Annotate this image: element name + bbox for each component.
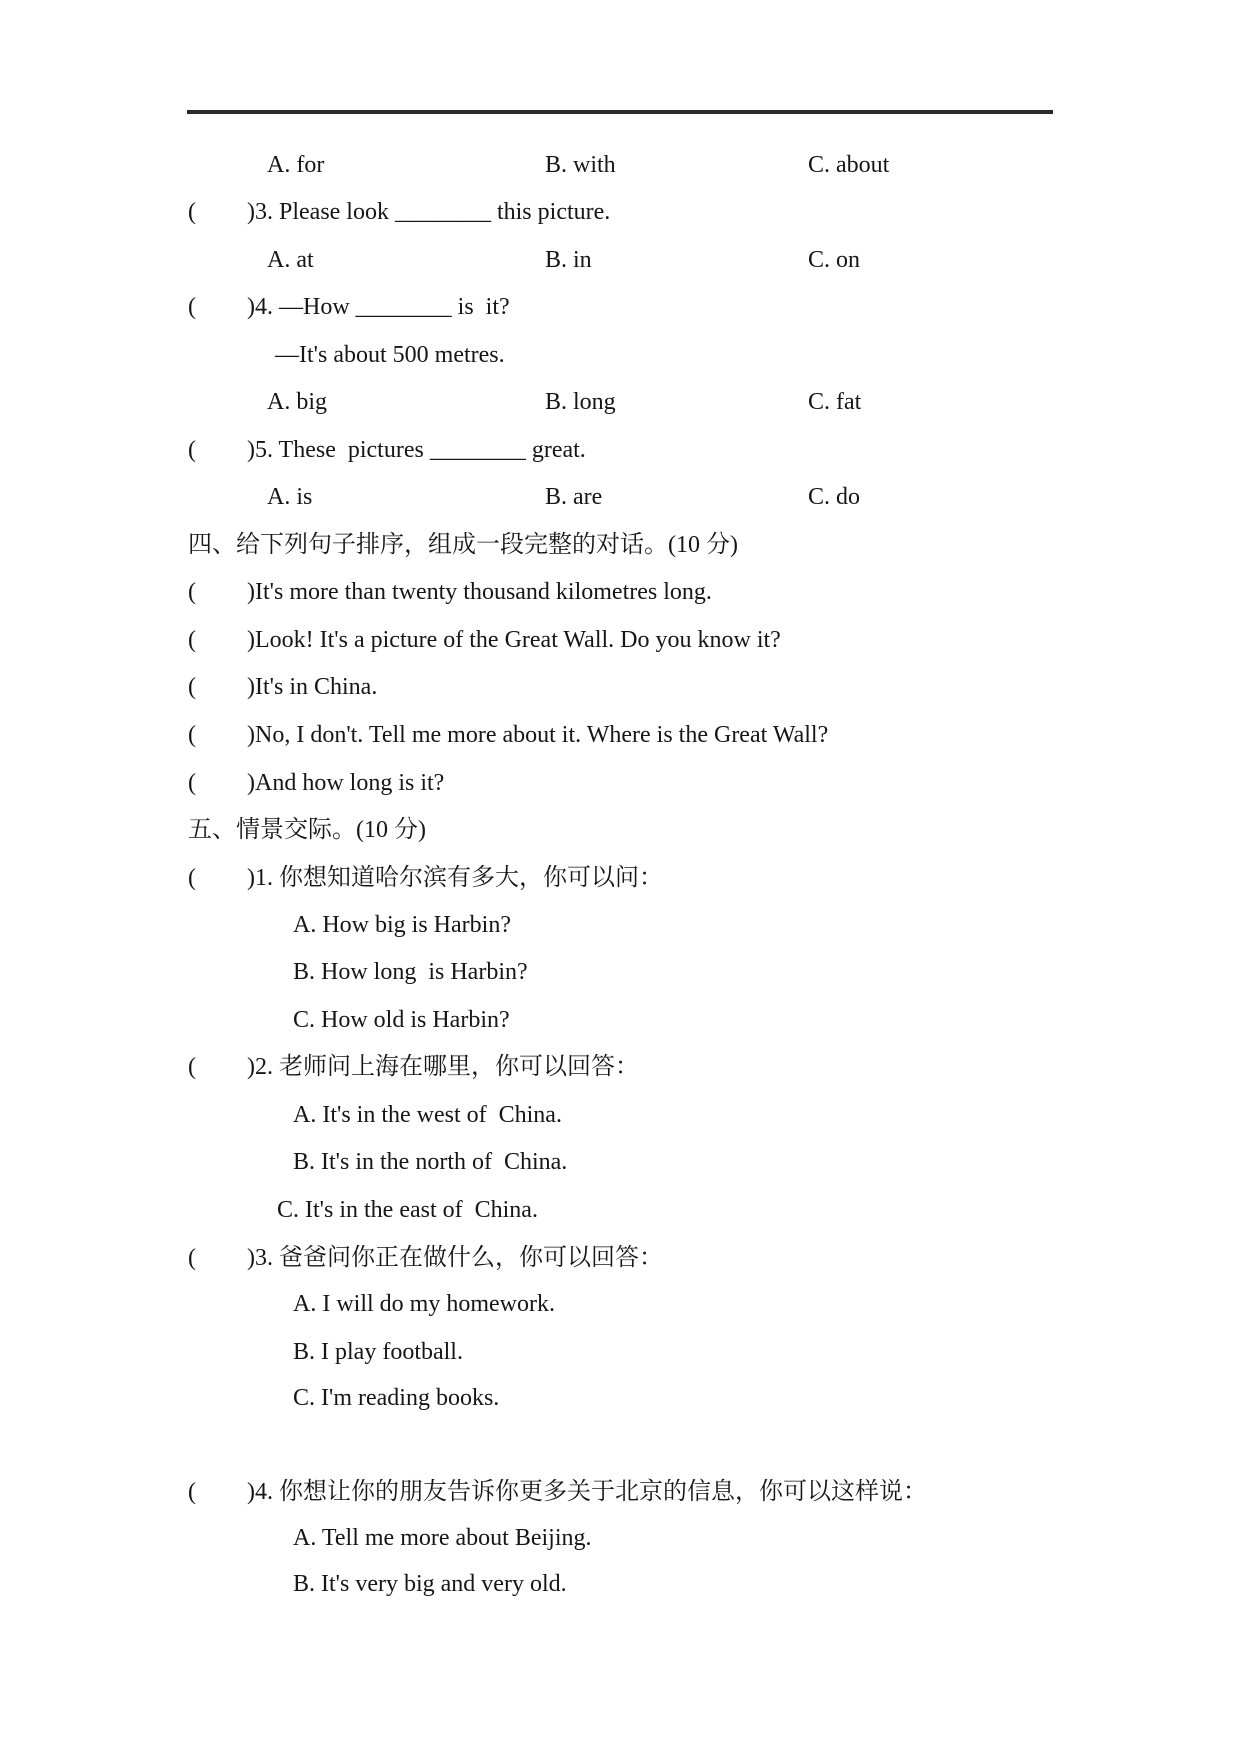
answer-paren: ( [188, 1479, 196, 1505]
answer-paren: ( [188, 1054, 196, 1080]
question-stem: )2. 老师问上海在哪里，你可以回答： [247, 1054, 639, 1080]
ordering-sentence: )It's in China. [247, 674, 378, 700]
situational-option [0, 1147, 1241, 1177]
question-stem: )4. 你想让你的朋友告诉你更多关于北京的信息，你可以这样说： [247, 1479, 927, 1505]
situational-option [0, 1289, 1241, 1319]
ordering-item-5 [0, 768, 1241, 798]
situational-option [0, 1337, 1241, 1367]
question-stem: )4. —How ________ is it? [247, 294, 510, 320]
answer-paren: ( [188, 674, 196, 700]
section-title: 四、给下列句子排序，组成一段完整的对话。(10 分) [188, 532, 738, 558]
situational-question-3 [0, 1243, 1241, 1273]
ordering-item-3 [0, 672, 1241, 702]
option-a: A. for [267, 152, 325, 178]
option-b: B. I play football. [293, 1339, 463, 1365]
header-rule [187, 110, 1053, 114]
option-b: B. How long is Harbin? [293, 959, 528, 985]
option-b: B. It's very big and very old. [293, 1571, 567, 1597]
ordering-sentence: )And how long is it? [247, 770, 445, 796]
ordering-sentence: )Look! It's a picture of the Great Wall. Do you know it? [247, 627, 781, 653]
option-a: A. at [267, 247, 314, 273]
answer-paren: ( [188, 294, 196, 320]
option-c: C. I'm reading books. [293, 1385, 500, 1411]
answer-paren: ( [188, 722, 196, 748]
dialogue-reply: —It's about 500 metres. [275, 342, 505, 368]
choice-row-q2 [0, 150, 1241, 180]
ordering-sentence: )It's more than twenty thousand kilometres long. [247, 579, 712, 605]
option-a: A. is [267, 484, 313, 510]
situational-option [0, 1005, 1241, 1035]
question-stem: )3. Please look ________ this picture. [247, 199, 611, 225]
option-a: A. It's in the west of China. [293, 1102, 562, 1128]
question-stem: )1. 你想知道哈尔滨有多大，你可以问： [247, 865, 663, 891]
option-c: C. fat [808, 389, 862, 415]
question-stem: )5. These pictures ________ great. [247, 437, 586, 463]
question-line-q5 [0, 435, 1241, 465]
ordering-item-2 [0, 625, 1241, 655]
answer-paren: ( [188, 770, 196, 796]
option-a: A. How big is Harbin? [293, 912, 511, 938]
option-c: C. It's in the east of China. [277, 1197, 538, 1223]
section-heading-four [0, 530, 1241, 560]
answer-paren: ( [188, 865, 196, 891]
section-heading-five [0, 815, 1241, 845]
choice-row-q5 [0, 482, 1241, 512]
option-c: C. about [808, 152, 890, 178]
question-line-q3 [0, 197, 1241, 227]
situational-option [0, 1569, 1241, 1599]
choice-row-q4 [0, 387, 1241, 417]
ordering-item-1 [0, 577, 1241, 607]
situational-question-2 [0, 1052, 1241, 1082]
question-line-q4 [0, 292, 1241, 322]
question-stem: )3. 爸爸问你正在做什么，你可以回答： [247, 1245, 663, 1271]
option-c: C. do [808, 484, 861, 510]
option-b: B. with [545, 152, 616, 178]
situational-option [0, 910, 1241, 940]
ordering-sentence: )No, I don't. Tell me more about it. Where is the Great Wall? [247, 722, 829, 748]
question-reply-q4 [0, 340, 1241, 370]
situational-question-1 [0, 863, 1241, 893]
choice-row-q3 [0, 245, 1241, 275]
option-a: A. Tell me more about Beijing. [293, 1525, 592, 1551]
option-b: B. in [545, 247, 592, 273]
option-b: B. are [545, 484, 603, 510]
option-b: B. It's in the north of China. [293, 1149, 568, 1175]
option-b: B. long [545, 389, 616, 415]
option-c: C. on [808, 247, 861, 273]
option-a: A. I will do my homework. [293, 1291, 555, 1317]
answer-paren: ( [188, 437, 196, 463]
situational-option [0, 1383, 1241, 1413]
situational-question-4 [0, 1477, 1241, 1507]
situational-option [0, 1523, 1241, 1553]
answer-paren: ( [188, 199, 196, 225]
answer-paren: ( [188, 579, 196, 605]
answer-paren: ( [188, 627, 196, 653]
situational-option [0, 957, 1241, 987]
situational-option [0, 1195, 1241, 1225]
ordering-item-4 [0, 720, 1241, 750]
option-c: C. How old is Harbin? [293, 1007, 510, 1033]
situational-option [0, 1100, 1241, 1130]
option-a: A. big [267, 389, 327, 415]
answer-paren: ( [188, 1245, 196, 1271]
section-title: 五、情景交际。(10 分) [188, 817, 426, 843]
